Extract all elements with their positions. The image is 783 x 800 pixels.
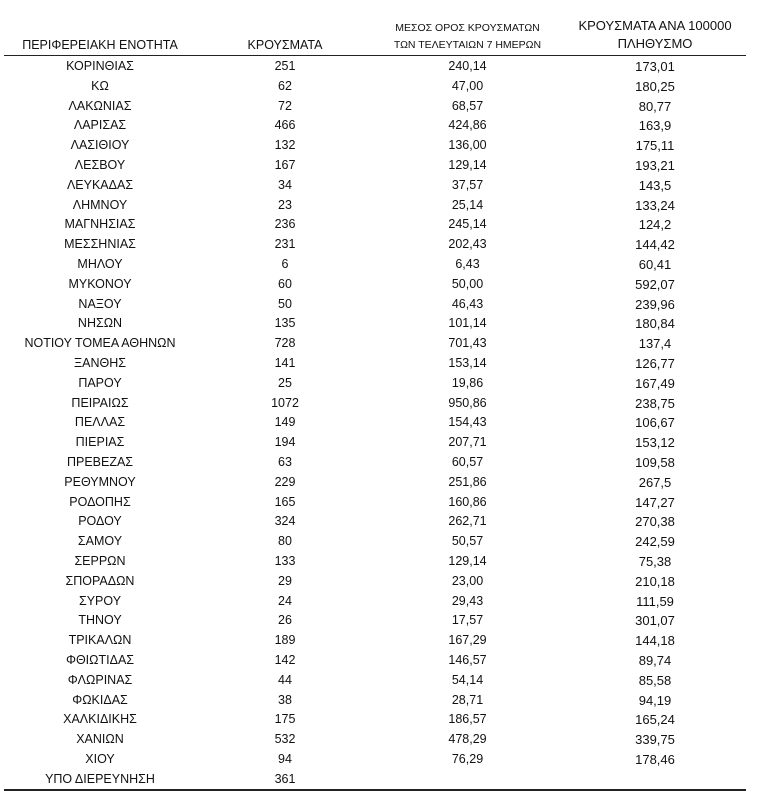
cell-region: ΡΕΘΥΜΝΟΥ [64, 474, 136, 489]
cell-seven-day-average: 160,86 [448, 494, 487, 509]
table-row [0, 275, 783, 295]
cell-cases-per-100000: 270,38 [635, 514, 675, 530]
cell-region: ΜΑΓΝΗΣΙΑΣ [64, 217, 136, 232]
cell-cases: 44 [278, 672, 292, 687]
table-row [0, 552, 783, 572]
cell-cases-per-100000: 75,38 [638, 553, 672, 569]
cell-seven-day-average: 240,14 [448, 59, 487, 73]
header-per-line2: ΠΛΗΘΥΣΜΟ [617, 36, 693, 51]
cell-cases: 231 [274, 237, 296, 252]
table-row [0, 394, 783, 414]
table-row [0, 473, 783, 493]
table-row [0, 136, 783, 156]
cell-cases-per-100000: 153,12 [635, 435, 675, 451]
table-row [0, 334, 783, 354]
cell-cases-per-100000: 592,07 [635, 276, 675, 292]
table-row [0, 156, 783, 176]
table-row [0, 97, 783, 117]
cell-region: ΠΕΙΡΑΙΩΣ [71, 395, 129, 410]
cell-cases: 23 [278, 197, 292, 212]
cell-region: ΦΩΚΙΔΑΣ [72, 692, 128, 707]
cell-seven-day-average: 478,29 [448, 732, 487, 747]
cell-cases-per-100000: 133,24 [635, 197, 675, 213]
cell-region: ΤΗΝΟΥ [78, 613, 122, 628]
table-row [0, 176, 783, 196]
cell-cases: 466 [274, 118, 296, 133]
table-row [0, 116, 783, 136]
cell-region: ΠΙΕΡΙΑΣ [75, 435, 125, 450]
cell-cases-per-100000: 126,77 [635, 355, 675, 371]
cell-region: ΛΑΚΩΝΙΑΣ [68, 98, 132, 113]
cell-cases-per-100000: 106,67 [635, 415, 675, 431]
header-per-line1: ΚΡΟΥΣΜΑΤΑ ΑΝΑ 100000 [578, 18, 732, 33]
cell-cases: 149 [274, 415, 296, 430]
cell-seven-day-average: 25,14 [451, 197, 484, 212]
cell-seven-day-average: 701,43 [448, 336, 487, 351]
table-row [0, 413, 783, 433]
cell-cases: 29 [278, 573, 292, 588]
cell-region: ΛΑΡΙΣΑΣ [73, 118, 127, 133]
cell-cases-per-100000: 143,5 [638, 177, 672, 193]
cell-seven-day-average: 19,86 [451, 375, 484, 390]
cell-cases-per-100000: 147,27 [635, 494, 675, 510]
cell-cases-per-100000: 60,41 [638, 256, 672, 272]
cell-seven-day-average: 60,57 [451, 454, 484, 469]
table-row [0, 255, 783, 275]
cell-region: ΜΕΣΣΗΝΙΑΣ [64, 237, 136, 252]
cell-region: ΝΑΞΟΥ [78, 296, 122, 311]
cell-region: ΛΑΣΙΘΙΟΥ [70, 138, 130, 153]
cell-seven-day-average: 251,86 [448, 474, 487, 489]
cell-cases-per-100000: 175,11 [635, 138, 675, 154]
cell-seven-day-average: 424,86 [448, 118, 487, 133]
header-cases-per-100000 [565, 17, 745, 53]
table-row [0, 592, 783, 612]
cell-cases: 50 [278, 296, 292, 311]
table-row [0, 671, 783, 691]
cell-cases: 60 [278, 276, 292, 291]
cell-cases-per-100000: 180,84 [635, 316, 675, 332]
header-avg-line1: ΜΕΣΟΣ ΟΡΟΣ ΚΡΟΥΣΜΑΤΩΝ [395, 22, 540, 34]
cell-cases: 236 [274, 217, 296, 232]
cell-cases: 189 [274, 633, 296, 648]
cell-cases: 24 [278, 593, 292, 608]
cell-region: ΣΠΟΡΑΔΩΝ [65, 573, 135, 588]
cell-region: ΡΟΔΟΥ [78, 514, 122, 529]
cell-cases: 142 [274, 652, 296, 667]
cell-region: ΛΗΜΝΟΥ [72, 197, 128, 212]
cell-cases-per-100000: 80,77 [638, 98, 672, 114]
cell-cases-per-100000: 180,25 [635, 78, 675, 94]
cell-seven-day-average: 186,57 [448, 712, 487, 727]
table-bottom-divider [4, 789, 746, 791]
cell-region: ΤΡΙΚΑΛΩΝ [68, 633, 132, 648]
cell-region: ΜΗΛΟΥ [77, 256, 123, 271]
cell-cases: 728 [274, 336, 296, 351]
cell-cases-per-100000: 111,59 [636, 593, 674, 609]
cell-region: ΦΘΙΩΤΙΔΑΣ [65, 652, 135, 667]
cell-cases-per-100000: 239,96 [635, 296, 675, 312]
table-row [0, 631, 783, 651]
cell-seven-day-average: 28,71 [451, 692, 484, 707]
cell-seven-day-average: 47,00 [451, 78, 484, 93]
cell-seven-day-average: 262,71 [448, 514, 487, 529]
cell-cases: 532 [274, 732, 296, 747]
table-row [0, 433, 783, 453]
cell-seven-day-average: 136,00 [448, 138, 487, 153]
cell-cases-per-100000: 144,18 [635, 633, 675, 649]
cell-cases: 1072 [271, 395, 299, 410]
cell-seven-day-average: 167,29 [448, 633, 487, 648]
table-row [0, 730, 783, 750]
cell-cases: 167 [274, 157, 296, 172]
table-row [0, 196, 783, 216]
cell-cases-per-100000: 301,07 [635, 613, 675, 629]
cell-cases: 251 [274, 59, 296, 73]
cell-cases: 72 [278, 98, 292, 113]
cell-cases-per-100000: 267,5 [638, 474, 672, 490]
cell-cases: 132 [274, 138, 296, 153]
cell-cases: 165 [274, 494, 296, 509]
cell-cases-per-100000: 339,75 [635, 732, 675, 748]
cell-cases: 361 [274, 771, 296, 786]
table-row [0, 77, 783, 97]
cell-cases: 94 [278, 751, 292, 766]
cell-seven-day-average: 23,00 [451, 573, 484, 588]
cell-region: ΡΟΔΟΠΗΣ [69, 494, 131, 509]
cell-cases: 26 [278, 613, 292, 628]
cell-seven-day-average: 46,43 [451, 296, 484, 311]
table-row [0, 374, 783, 394]
header-divider [4, 55, 746, 56]
cell-cases-per-100000: 238,75 [635, 395, 675, 411]
cell-seven-day-average: 129,14 [448, 553, 487, 568]
cell-seven-day-average: 101,14 [448, 316, 487, 331]
table-row [0, 493, 783, 513]
cell-region: ΧΑΝΙΩΝ [76, 732, 124, 747]
cell-cases: 25 [278, 375, 292, 390]
table-row [0, 57, 783, 77]
cell-cases: 141 [274, 355, 296, 370]
table-row [0, 512, 783, 532]
cell-cases: 34 [278, 177, 292, 192]
cell-seven-day-average: 6,43 [455, 256, 480, 271]
cell-cases-per-100000: 173,01 [635, 59, 675, 74]
cell-region: ΧΙΟΥ [85, 751, 115, 766]
cell-cases: 229 [274, 474, 296, 489]
cell-region: ΝΗΣΩΝ [77, 316, 123, 331]
cell-region: ΣΑΜΟΥ [77, 534, 123, 549]
table-row [0, 710, 783, 730]
cell-seven-day-average: 68,57 [451, 98, 484, 113]
cell-seven-day-average: 950,86 [448, 395, 487, 410]
table-row [0, 532, 783, 552]
cell-seven-day-average: 202,43 [448, 237, 487, 252]
cell-seven-day-average: 153,14 [448, 355, 487, 370]
table-row [0, 215, 783, 235]
cell-cases: 62 [278, 78, 292, 93]
cell-seven-day-average: 76,29 [451, 751, 484, 766]
cell-cases-per-100000: 193,21 [635, 157, 675, 173]
cell-region: ΧΑΛΚΙΔΙΚΗΣ [63, 712, 137, 727]
cell-cases-per-100000: 167,49 [635, 375, 675, 391]
table-row [0, 453, 783, 473]
table-row [0, 295, 783, 315]
cell-seven-day-average: 37,57 [451, 177, 484, 192]
table-row [0, 314, 783, 334]
table-row [0, 770, 783, 790]
table-row [0, 235, 783, 255]
cell-region: ΛΕΥΚΑΔΑΣ [66, 177, 134, 192]
cell-seven-day-average: 207,71 [448, 435, 487, 450]
cell-seven-day-average: 245,14 [448, 217, 487, 232]
header-seven-day-average [375, 20, 560, 54]
cell-seven-day-average: 50,00 [451, 276, 484, 291]
cell-cases: 133 [274, 553, 296, 568]
cell-cases: 80 [278, 534, 292, 549]
cell-region: ΠΕΛΛΑΣ [74, 415, 126, 430]
table-row [0, 691, 783, 711]
cell-region: ΣΕΡΡΩΝ [74, 553, 126, 568]
cell-seven-day-average: 154,43 [448, 415, 487, 430]
cell-region: ΣΥΡΟΥ [78, 593, 122, 608]
cell-cases-per-100000: 210,18 [635, 573, 675, 589]
table-row [0, 611, 783, 631]
cell-seven-day-average: 50,57 [451, 534, 484, 549]
cell-region: ΝΟΤΙΟΥ ΤΟΜΕΑ ΑΘΗΝΩΝ [24, 336, 176, 351]
cell-cases: 175 [274, 712, 296, 727]
cell-region: ΥΠΟ ΔΙΕΡΕΥΝΗΣΗ [45, 771, 155, 786]
header-cases: ΚΡΟΥΣΜΑΤΑ [247, 38, 323, 52]
cell-cases: 38 [278, 692, 292, 707]
cell-cases-per-100000: 94,19 [638, 692, 672, 708]
cell-cases-per-100000: 137,4 [638, 336, 672, 352]
cell-cases-per-100000: 124,2 [638, 217, 672, 233]
cell-region: ΦΛΩΡΙΝΑΣ [67, 672, 133, 687]
cell-seven-day-average: 146,57 [448, 652, 487, 667]
cell-region: ΞΑΝΘΗΣ [74, 355, 126, 370]
cell-cases-per-100000: 242,59 [635, 534, 675, 550]
header-avg-line2: ΤΩΝ ΤΕΛΕΥΤΑΙΩΝ 7 ΗΜΕΡΩΝ [393, 39, 542, 51]
cell-seven-day-average: 29,43 [451, 593, 484, 608]
cell-cases-per-100000: 163,9 [638, 118, 672, 134]
cell-cases-per-100000: 144,42 [635, 237, 675, 253]
cell-cases-per-100000: 89,74 [638, 652, 672, 668]
table-row [0, 572, 783, 592]
table-row [0, 750, 783, 770]
cell-cases-per-100000: 178,46 [635, 751, 675, 767]
table-body [0, 57, 783, 789]
cell-cases-per-100000: 165,24 [635, 712, 675, 728]
cell-cases: 135 [274, 316, 296, 331]
cell-cases: 6 [281, 256, 289, 271]
table-row [0, 354, 783, 374]
table-row [0, 651, 783, 671]
cell-region: ΚΩ [91, 78, 109, 93]
cell-region: ΜΥΚΟΝΟΥ [68, 276, 132, 291]
cell-seven-day-average: 129,14 [448, 157, 487, 172]
header-region: ΠΕΡΙΦΕΡΕΙΑΚΗ ΕΝΟΤΗΤΑ [22, 38, 178, 52]
cell-cases-per-100000: 109,58 [635, 454, 675, 470]
cell-region: ΚΟΡΙΝΘΙΑΣ [66, 59, 134, 73]
cell-seven-day-average: 17,57 [451, 613, 484, 628]
cell-cases: 324 [274, 514, 296, 529]
cell-region: ΠΑΡΟΥ [78, 375, 122, 390]
cell-cases: 194 [274, 435, 296, 450]
table-header [0, 0, 783, 56]
cell-seven-day-average: 54,14 [451, 672, 484, 687]
cell-region: ΛΕΣΒΟΥ [74, 157, 126, 172]
cell-region: ΠΡΕΒΕΖΑΣ [66, 454, 134, 469]
cell-cases-per-100000: 85,58 [638, 672, 672, 688]
cell-cases: 63 [278, 454, 292, 469]
